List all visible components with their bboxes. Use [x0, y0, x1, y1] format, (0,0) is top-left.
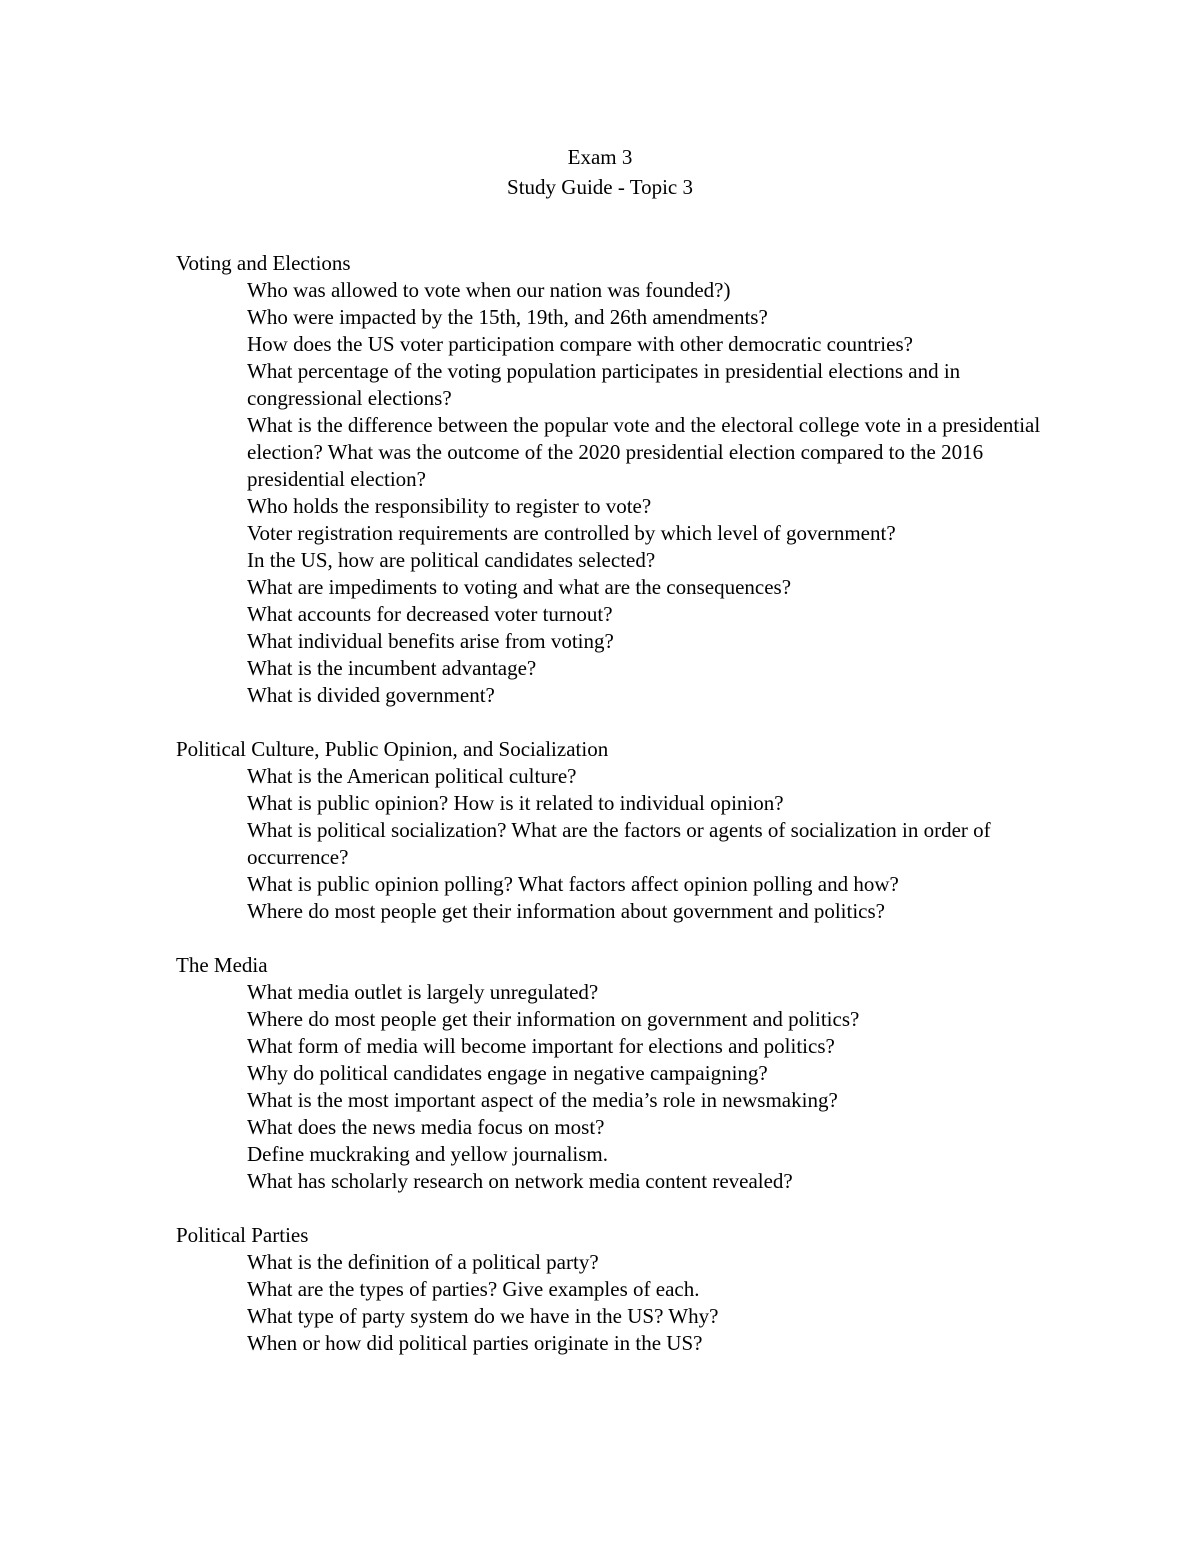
question-item: Define muckraking and yellow journalism.	[247, 1142, 608, 1166]
question-item: What individual benefits arise from voting?	[247, 629, 614, 653]
section-title: Political Culture, Public Opinion, and Socialization	[176, 737, 609, 761]
question-item: What is public opinion polling? What factors affect opinion polling and how?	[247, 872, 899, 896]
question-item: What is the incumbent advantage?	[247, 656, 537, 680]
question-item: Where do most people get their information about government and politics?	[247, 899, 885, 923]
question-item: What media outlet is largely unregulated?	[247, 980, 599, 1004]
question-item: Voter registration requirements are controlled by which level of government?	[247, 521, 896, 545]
question-item: What is divided government?	[247, 683, 495, 707]
section-political-culture	[176, 736, 1056, 925]
question-item: What accounts for decreased voter turnout?	[247, 602, 613, 626]
question-item: What is the American political culture?	[247, 764, 577, 788]
section-title: Voting and Elections	[176, 251, 351, 275]
question-item: How does the US voter participation compare with other democratic countries?	[247, 332, 913, 356]
question-item: Where do most people get their information on government and politics?	[247, 1007, 860, 1031]
question-item: What is public opinion? How is it related to individual opinion?	[247, 791, 784, 815]
question-list	[176, 763, 1056, 925]
question-item: Who were impacted by the 15th, 19th, and 26th amendments?	[247, 305, 768, 329]
section-title: The Media	[176, 953, 268, 977]
section-political-parties	[176, 1222, 1056, 1357]
question-item: What is the difference between the popular vote and the electoral college vote in a presidential election? What was the outcome of the 2020 presidential election compared to the 2016 presidential election?	[247, 413, 1041, 491]
question-item: When or how did political parties originate in the US?	[247, 1331, 703, 1355]
question-list	[176, 277, 1056, 709]
question-item: What is the definition of a political party?	[247, 1250, 599, 1274]
question-item: What has scholarly research on network media content revealed?	[247, 1169, 793, 1193]
document-header	[0, 142, 1200, 202]
question-item: In the US, how are political candidates selected?	[247, 548, 656, 572]
question-item: What form of media will become important for elections and politics?	[247, 1034, 835, 1058]
question-item: Who holds the responsibility to register to vote?	[247, 494, 652, 518]
question-item: What percentage of the voting population participates in presidential elections and in congressional elections?	[247, 359, 961, 410]
question-item: What is political socialization? What are the factors or agents of socialization in order of occurrence?	[247, 818, 991, 869]
question-item: What are impediments to voting and what are the consequences?	[247, 575, 792, 599]
exam-title: Exam 3	[567, 145, 633, 169]
question-item: What does the news media focus on most?	[247, 1115, 605, 1139]
study-guide-subtitle: Study Guide - Topic 3	[507, 175, 693, 199]
section-voting-elections	[176, 250, 1056, 709]
question-item: What type of party system do we have in the US? Why?	[247, 1304, 719, 1328]
question-list	[176, 1249, 1056, 1357]
section-media	[176, 952, 1056, 1195]
question-item: Why do political candidates engage in negative campaigning?	[247, 1061, 768, 1085]
question-item: What are the types of parties? Give examples of each.	[247, 1277, 700, 1301]
section-title: Political Parties	[176, 1223, 309, 1247]
document-body	[176, 250, 1056, 1357]
question-item: What is the most important aspect of the media’s role in newsmaking?	[247, 1088, 838, 1112]
question-item: Who was allowed to vote when our nation was founded?)	[247, 278, 731, 302]
question-list	[176, 979, 1056, 1195]
